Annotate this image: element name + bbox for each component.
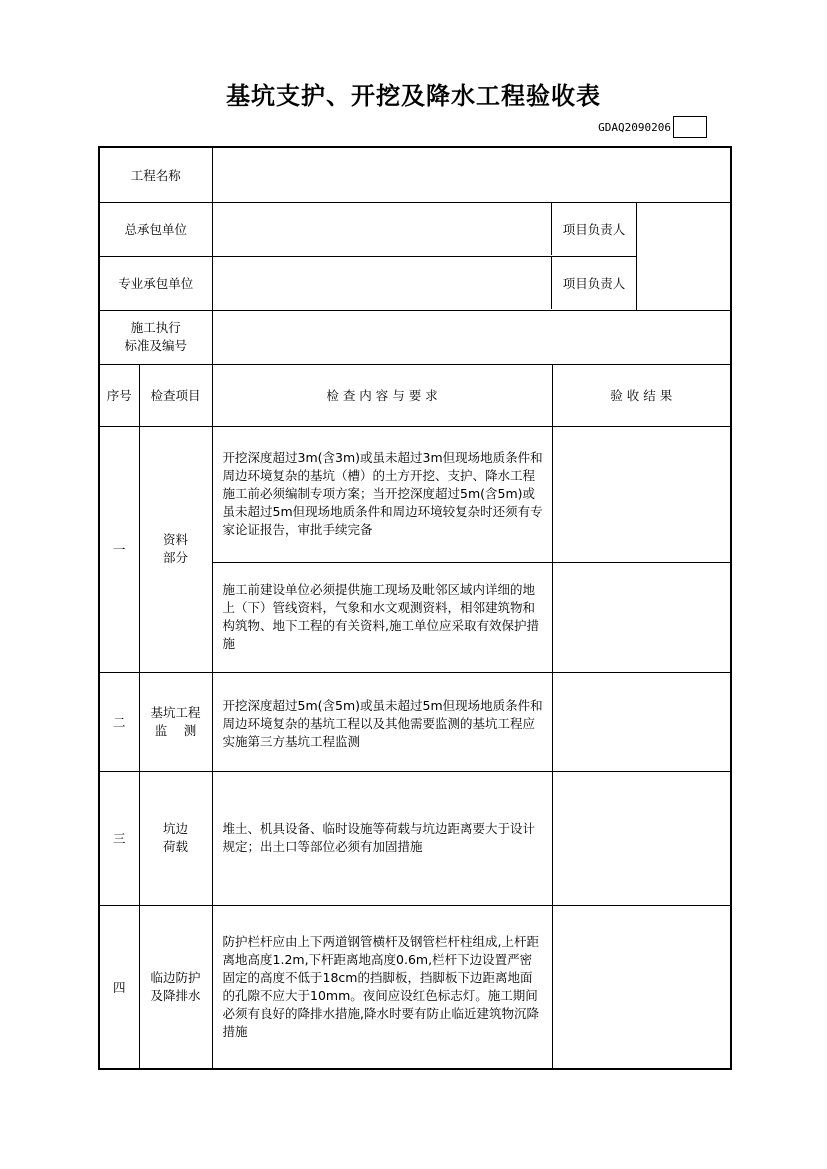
row-result[interactable] (552, 771, 731, 905)
table-row (99, 905, 731, 1069)
project-manager-label-general: 项目负责人 (551, 202, 637, 255)
header-requirement: 检 查 内 容 与 要 求 (212, 364, 552, 426)
row-requirement: 防护栏杆应由上下两道钢管横杆及钢管栏杆柱组成,上杆距离地高度1.2m,下杆距离地高度0.6m,栏杆下边设置严密固定的高度不低于18cm的挡脚板，挡脚板下边距离地面的孔隙不应大于10mm。夜间应设红色标志灯。施工期间必须有良好的降排水措施,降水时要有防止临近建筑物沉降措施 (212, 905, 552, 1069)
row-requirement: 堆土、机具设备、临时设施等荷载与坑边距离要大于设计规定；出土口等部位必须有加固措施 (212, 771, 552, 905)
row-item-line2: 监 测 (154, 722, 197, 738)
form-code-label: GDAQ2090206 (598, 120, 671, 134)
row-result[interactable] (552, 562, 731, 672)
row-item-line1: 坑边 (163, 821, 189, 836)
project-name-label: 工程名称 (99, 147, 212, 202)
row-item-line2: 荷载 (163, 839, 189, 854)
project-name-value[interactable] (212, 147, 731, 202)
project-manager-label-specialty: 项目负责人 (551, 256, 637, 309)
row-requirement: 开挖深度超过5m(含5m)或虽未超过5m但现场地质条件和周边环境复杂的基坑工程以及其他需要监测的基坑工程应实施第三方基坑工程监测 (212, 672, 552, 771)
standard-label-line1: 施工执行 (130, 320, 181, 335)
standard-label-line2: 标准及编号 (124, 338, 188, 353)
general-contractor-label: 总承包单位 (99, 202, 212, 256)
row-result[interactable] (552, 905, 731, 1069)
specialty-contractor-label: 专业承包单位 (99, 256, 212, 310)
row-seq: 一 (99, 426, 139, 672)
form-code (598, 116, 707, 138)
project-name-row (99, 147, 731, 202)
row-item-line2: 部分 (163, 550, 189, 565)
row-requirement: 施工前建设单位必须提供施工现场及毗邻区域内详细的地上（下）管线资料，气象和水文观测资料，相邻建筑物和构筑物、地下工程的有关资料,施工单位应采取有效保护措施 (212, 562, 552, 672)
row-result[interactable] (552, 426, 731, 562)
row-item-line1: 临边防护 (150, 969, 201, 985)
row-result[interactable] (552, 672, 731, 771)
header-row (99, 364, 731, 426)
row-item-line2: 及降排水 (150, 987, 201, 1003)
table-row (99, 672, 731, 771)
row-item (139, 905, 212, 1069)
row-seq: 三 (99, 771, 139, 905)
header-result: 验 收 结 果 (552, 364, 731, 426)
form-code-box[interactable] (673, 116, 707, 138)
row-item (139, 426, 212, 672)
page-title: 基坑支护、开挖及降水工程验收表 (226, 82, 601, 110)
table-row (99, 426, 731, 562)
row-item (139, 771, 212, 905)
standard-label (99, 310, 212, 364)
table-row (99, 771, 731, 905)
row-seq: 二 (99, 672, 139, 771)
header-item: 检查项目 (139, 364, 212, 426)
row-item-line1: 资料 (163, 532, 189, 547)
row-item (139, 672, 212, 771)
row-item-line1: 基坑工程 (150, 704, 201, 720)
header-seq: 序号 (99, 364, 139, 426)
row-requirement: 开挖深度超过3m(含3m)或虽未超过3m但现场地质条件和周边环境复杂的基坑（槽）的土方开挖、支护、降水工程施工前必须编制专项方案；当开挖深度超过5m(含5m)或虽未超过5m但现场地质条件和周边环境较复杂时还须有专家论证报告，审批手续完备 (212, 426, 552, 562)
row-seq: 四 (99, 905, 139, 1069)
standard-value[interactable] (212, 310, 731, 364)
standard-row (99, 310, 731, 364)
